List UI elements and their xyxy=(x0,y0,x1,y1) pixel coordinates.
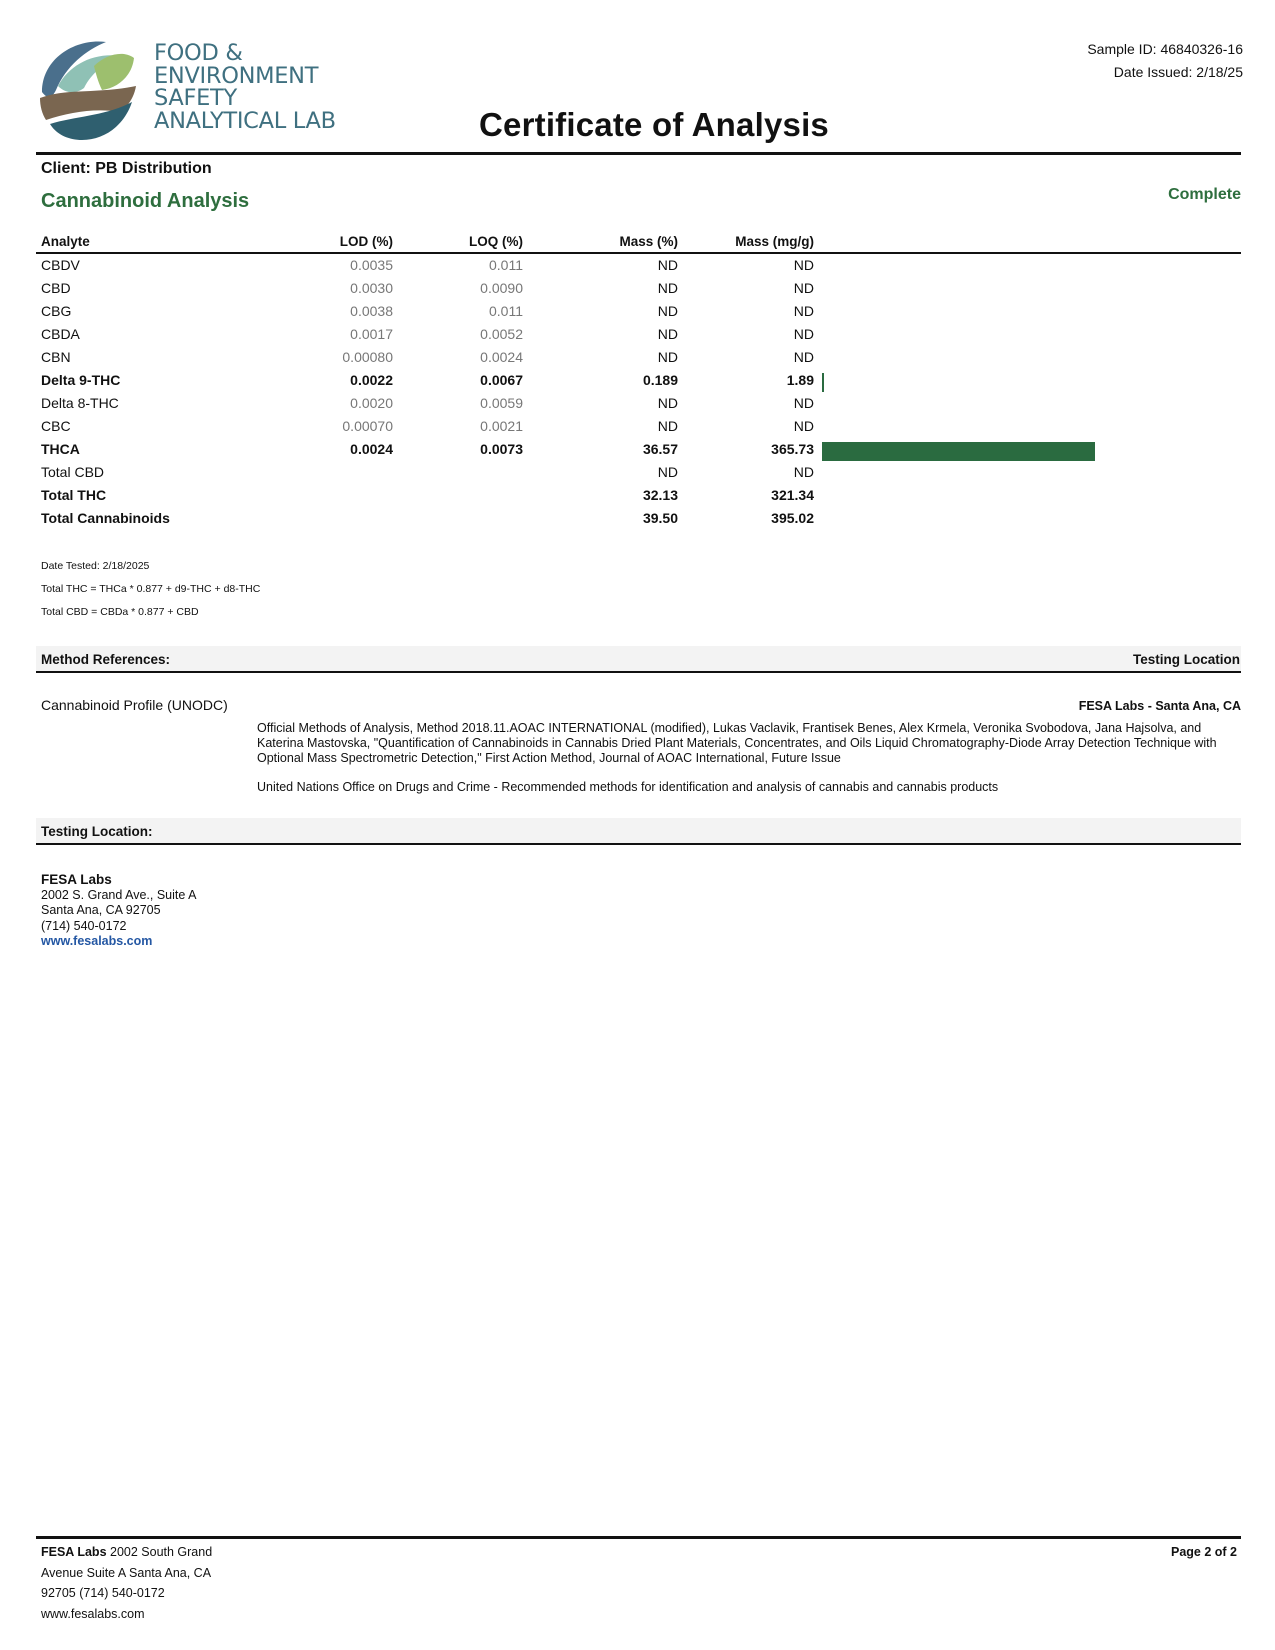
footer-lab-name: FESA Labs xyxy=(41,1545,107,1559)
method-reference-2: United Nations Office on Drugs and Crime - Recommended methods for identification and analysis of cannabis and cannabis products xyxy=(257,780,999,794)
analyte-name: THCA xyxy=(41,441,80,457)
loq-value: 0.011 xyxy=(489,303,523,319)
lab-name xyxy=(154,42,336,132)
method-reference-1: Official Methods of Analysis, Method 2018.11.AOAC INTERNATIONAL (modified), Lukas Vaclavik, Frantisek Benes, Alex Krmela, Veronika Svobodova, Jana Hajsolva, and Katerina Mastovska, "Quantification of Cannabinoids in Cannabis Dried Plant Materials, Concentrates, and Oils Liquid Chromatography-Diode Array Detection Technique with Optional Mass Spectrometric Detection," First Action Method, Journal of AOAC International, Future Issue xyxy=(257,721,1217,765)
col-header-analyte: Analyte xyxy=(41,234,90,249)
table-header-rule xyxy=(36,252,1241,254)
analyte-name: CBC xyxy=(41,418,71,434)
analyte-name: CBD xyxy=(41,280,71,296)
sample-id: Sample ID: 46840326-16 xyxy=(1087,41,1243,57)
mass-pct-value: ND xyxy=(657,280,678,296)
mass-mg-value: 365.73 xyxy=(771,441,814,457)
mass-mg-value: 321.34 xyxy=(771,487,814,503)
mass-pct-value: 32.13 xyxy=(642,487,678,503)
section-title: Cannabinoid Analysis xyxy=(41,190,250,212)
loq-value: 0.0067 xyxy=(480,372,523,388)
col-header-loq: LOQ (%) xyxy=(469,234,523,249)
analyte-name: CBDV xyxy=(41,257,80,273)
mass-mg-value: ND xyxy=(793,464,814,480)
total-thc-formula: Total THC = THCa * 0.877 + d9-THC + d8-THC xyxy=(41,583,261,595)
lod-value: 0.0035 xyxy=(350,257,393,273)
lab-name-line: ENVIRONMENT xyxy=(154,62,319,89)
sample-meta xyxy=(1087,38,1243,84)
lod-value: 0.0022 xyxy=(350,372,393,388)
mass-mg-value: 395.02 xyxy=(771,510,814,526)
lod-value: 0.0020 xyxy=(350,395,393,411)
lod-value: 0.00070 xyxy=(342,418,393,434)
lab-name-line: FOOD & xyxy=(154,40,243,66)
mass-pct-value: 36.57 xyxy=(642,441,678,457)
client-name: Client: PB Distribution xyxy=(41,160,212,177)
analyte-name: Total THC xyxy=(41,487,107,503)
loq-value: 0.011 xyxy=(489,257,523,273)
analyte-name: CBG xyxy=(41,303,72,319)
mass-pct-value: ND xyxy=(657,326,678,342)
loq-value: 0.0073 xyxy=(480,441,523,457)
method-references-band xyxy=(36,646,1241,673)
mass-mg-value: ND xyxy=(793,280,814,296)
mass-mg-value: ND xyxy=(793,303,814,319)
lod-value: 0.0030 xyxy=(350,280,393,296)
analyte-name: CBN xyxy=(41,349,71,365)
address-line: Santa Ana, CA 92705 xyxy=(41,903,161,917)
lod-value: 0.0024 xyxy=(350,441,393,457)
method-name: Cannabinoid Profile (UNODC) xyxy=(41,697,228,713)
mass-mg-value: ND xyxy=(793,395,814,411)
lod-value: 0.00080 xyxy=(342,349,393,365)
col-header-lod: LOD (%) xyxy=(339,234,393,249)
header-divider xyxy=(36,152,1241,155)
analyte-name: Delta 8-THC xyxy=(41,395,119,411)
mass-mg-value: ND xyxy=(793,326,814,342)
mass-pct-value: ND xyxy=(657,303,678,319)
lab-address xyxy=(41,872,196,950)
mass-mg-value: ND xyxy=(793,257,814,273)
mass-bar xyxy=(822,442,1095,461)
page-number: Page 2 of 2 xyxy=(1171,1545,1237,1559)
col-header-mass-pct: Mass (%) xyxy=(619,234,678,249)
mass-pct-value: 39.50 xyxy=(642,510,678,526)
total-cbd-formula: Total CBD = CBDa * 0.877 + CBD xyxy=(41,606,199,618)
testing-location-label: Testing Location: xyxy=(41,824,153,839)
mass-mg-value: ND xyxy=(793,349,814,365)
page-title: Certificate of Analysis xyxy=(479,106,829,143)
phone: (714) 540-0172 xyxy=(41,918,127,933)
analyte-name: Total Cannabinoids xyxy=(41,510,170,526)
address-line: 2002 S. Grand Ave., Suite A xyxy=(41,887,197,902)
status-label: Complete xyxy=(1168,186,1241,203)
mass-pct-value: ND xyxy=(657,418,678,434)
loq-value: 0.0059 xyxy=(480,395,523,411)
analyte-name: Delta 9-THC xyxy=(41,372,121,388)
loq-value: 0.0090 xyxy=(480,280,523,296)
lab-logo-icon xyxy=(36,36,146,146)
lab-logo xyxy=(36,36,346,146)
analyte-name: CBDA xyxy=(41,326,80,342)
method-location: FESA Labs - Santa Ana, CA xyxy=(1078,699,1241,713)
lab-name-line: SAFETY xyxy=(154,85,237,111)
mass-pct-value: 0.189 xyxy=(642,372,678,388)
mass-mg-value: 1.89 xyxy=(786,372,814,388)
mass-pct-value: ND xyxy=(657,464,678,480)
loq-value: 0.0024 xyxy=(480,349,523,365)
loq-value: 0.0052 xyxy=(480,326,523,342)
method-references-label: Method References: xyxy=(41,652,171,667)
mass-bar xyxy=(822,373,824,392)
mass-pct-value: ND xyxy=(657,395,678,411)
mass-pct-value: ND xyxy=(657,349,678,365)
lab-name-line: ANALYTICAL LAB xyxy=(154,107,336,134)
mass-pct-value: ND xyxy=(657,257,678,273)
testing-location-band xyxy=(36,818,1241,845)
mass-mg-value: ND xyxy=(793,418,814,434)
footer-address xyxy=(41,1542,231,1624)
analyte-name: Total CBD xyxy=(41,464,105,480)
loq-value: 0.0021 xyxy=(480,418,523,434)
website-link[interactable]: www.fesalabs.com xyxy=(41,934,153,948)
lod-value: 0.0017 xyxy=(350,326,393,342)
date-issued: Date Issued: 2/18/25 xyxy=(1113,64,1243,80)
lab-name-bold: FESA Labs xyxy=(41,872,112,887)
date-tested: Date Tested: 2/18/2025 xyxy=(41,560,150,572)
lod-value: 0.0038 xyxy=(350,303,393,319)
testing-location-header: Testing Location xyxy=(1133,652,1240,667)
footer-divider xyxy=(36,1536,1241,1539)
col-header-mass-mg: Mass (mg/g) xyxy=(735,234,814,249)
footer-address-text: 2002 South Grand Avenue Suite A Santa Ana, CA 92705 (714) 540-0172 www.fesalabs.com xyxy=(41,1545,213,1621)
